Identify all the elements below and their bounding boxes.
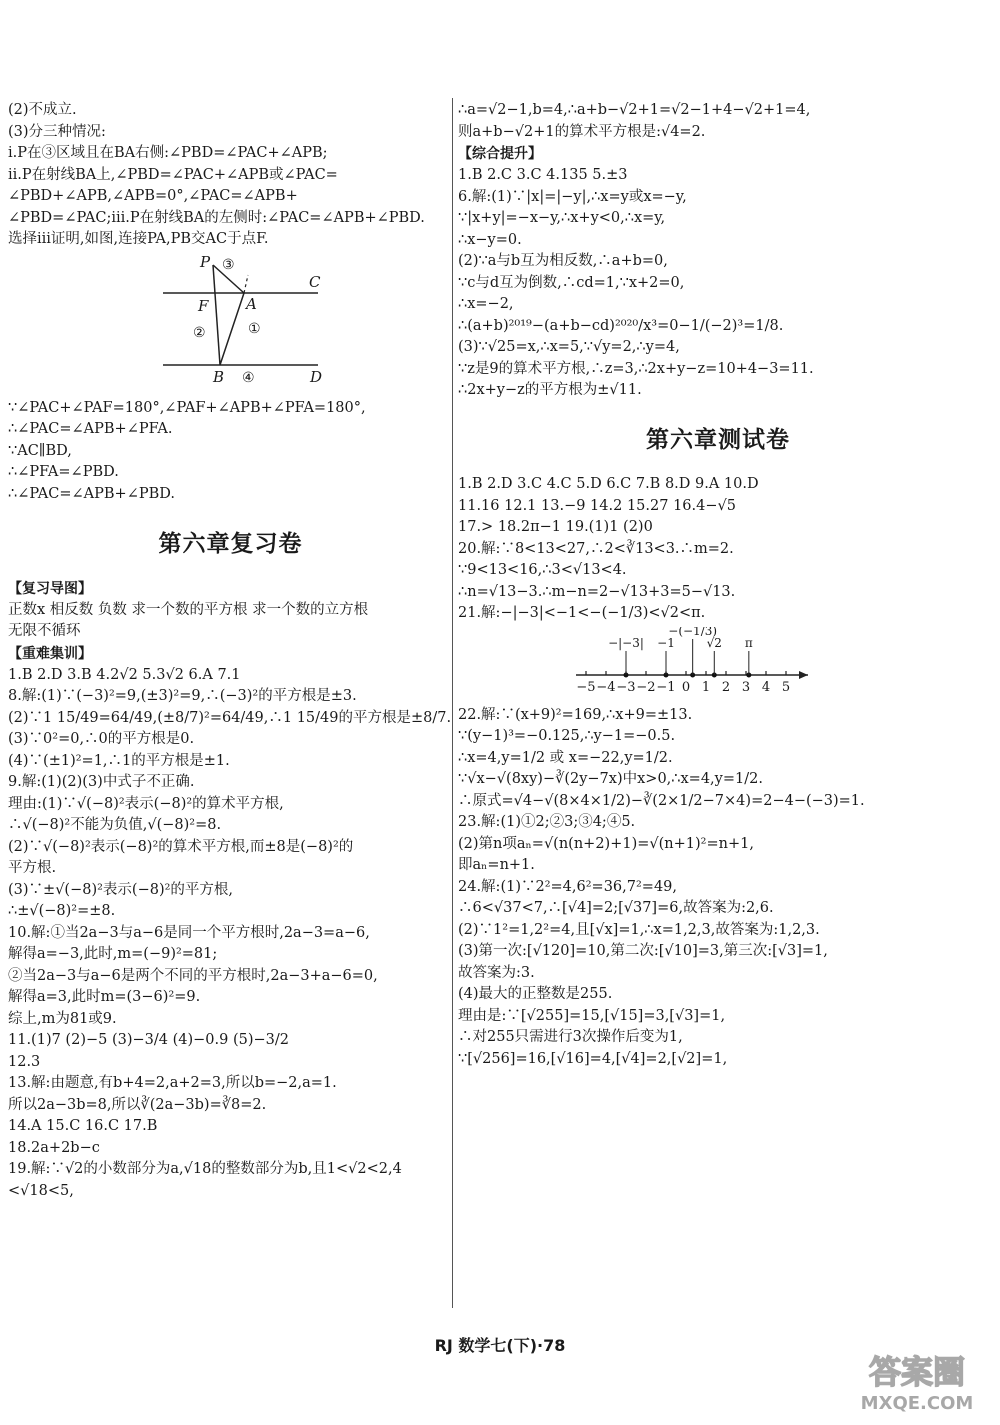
text-line: ∴x−y=0. <box>458 231 522 248</box>
right-lines-d <box>458 705 978 1070</box>
text-line: ∴∠PAC=∠APB+∠PFA. <box>8 421 173 437</box>
text-line: ∵AC∥BD, <box>8 442 72 459</box>
text-line: 正数x 相反数 负数 求一个数的平方根 求一个数的立方根 <box>8 601 369 618</box>
label-A: A <box>246 294 257 313</box>
numline-tick-label: 3 <box>741 679 751 695</box>
text-line: ∴x=4,y=1/2 或 x=−22,y=1/2. <box>458 749 673 766</box>
label-B: B <box>213 367 225 386</box>
text-line: 22.解:∵(x+9)²=169,∴x+9=±13. <box>458 706 693 723</box>
text-line: 17.> 18.2π−1 19.(1)1 (2)0 <box>458 519 653 535</box>
section-title-review: 第六章复习卷 <box>158 530 303 557</box>
text-line: 无限不循环 <box>8 623 81 639</box>
numline-tick-label: −4 <box>596 679 616 695</box>
text-line: 1.B 2.D 3.B 4.2√2 5.3√2 6.A 7.1 <box>8 666 241 683</box>
text-line: 则a+b−√2+1的算术平方根是:√4=2. <box>458 123 706 140</box>
text-line: 19.解:∵√2的小数部分为a,√18的整数部分为b,且1<√2<2,4 <box>8 1161 402 1177</box>
text-line: (3)∵0²=0,∴0的平方根是0. <box>8 731 195 747</box>
text-line: ∴±√(−8)²=±8. <box>8 903 116 919</box>
text-line: 10.解:①当2a−3与a−6是同一个平方根时,2a−3=a−6, <box>8 924 370 941</box>
text-line: ∴n=√13−3.∴m−n=2−√13+3=5−√13. <box>458 583 736 600</box>
numline-tick-label: −5 <box>576 679 596 695</box>
text-line: 23.解:(1)①2;②3;③4;④5. <box>458 814 636 830</box>
text-line: ∵√x−√(8xy)−∛(2y−7x)中x>0,∴x=4,y=1/2. <box>458 771 763 787</box>
text-line: ∵[√256]=16,[√16]=4,[√4]=2,[√2]=1, <box>458 1050 728 1067</box>
label-region3: ③ <box>222 256 235 273</box>
numline-tick-label: −3 <box>616 679 636 695</box>
text-line: (3)第一次:[√120]=10,第二次:[√10]=3,第三次:[√3]=1, <box>458 943 828 959</box>
label-C: C <box>309 272 321 291</box>
text-line: (2)∵√(−8)²表示(−8)²的算术平方根,而±8是(−8)²的 <box>8 838 354 855</box>
right-lines-a <box>458 100 978 143</box>
text-line: ∴2x+y−z的平方根为±√11. <box>458 382 642 398</box>
text-line: 即aₙ=n+1. <box>458 857 535 873</box>
text-line: (2)∵a与b互为相反数,∴a+b=0, <box>458 253 668 269</box>
number-line <box>458 627 978 697</box>
label-region2: ② <box>193 324 206 341</box>
text-line: (3)∵±√(−8)²表示(−8)²的平方根, <box>8 881 234 898</box>
text-line: 6.解:(1)∵|x|=|−y|,∴x=y或x=−y, <box>458 188 687 205</box>
text-line: 21.解:−|−3|<−1<−(−1/3)<√2<π. <box>458 605 706 621</box>
text-line: ∠PBD+∠APB,∠APB=0°,∠PAC=∠APB+ <box>8 188 298 204</box>
text-line: ②当2a−3与a−6是两个不同的平方根时,2a−3+a−6=0, <box>8 967 378 984</box>
left-column <box>8 100 453 1202</box>
text-line: 18.2a+2b−c <box>8 1139 100 1156</box>
text-line: 综上,m为81或9. <box>8 1010 117 1027</box>
text-line: 1.B 2.C 3.C 4.135 5.±3 <box>458 167 628 183</box>
text-line: (2)第n项aₙ=√(n(n+2)+1)=√(n+1)²=n+1, <box>458 835 754 852</box>
text-line: ∠PBD=∠PAC;ⅲ.P在射线BA的左侧时:∠PAC=∠APB+∠PBD. <box>8 209 425 226</box>
text-line: (4)最大的正整数是255. <box>458 986 613 1002</box>
label-region1: ① <box>248 320 261 337</box>
text-line: ∵c与d互为倒数,∴cd=1,∵x+2=0, <box>458 274 685 291</box>
text-line: (2)∵1²=1,2²=4,且[√x]=1,∴x=1,2,3,故答案为:1,2,3. <box>458 921 820 938</box>
right-lines-c <box>458 474 978 624</box>
text-line: ∵|x+y|=−x−y,∴x+y<0,∴x=y, <box>458 210 666 226</box>
numline-mark-label: π <box>744 635 753 650</box>
text-line: ∴√(−8)²不能为负值,√(−8)²=8. <box>8 817 222 833</box>
numline-tick-label: 1 <box>701 679 711 695</box>
watermark-logo <box>842 1343 992 1419</box>
text-line: 理由是:∵[√255]=15,[√15]=3,[√3]=1, <box>458 1007 726 1024</box>
text-line: ∵z是9的算术平方根,∴z=3,∴2x+y−z=10+4−3=11. <box>458 360 814 377</box>
label-P: P <box>200 252 211 271</box>
svg-text:答案圈: 答案圈 <box>868 1353 966 1391</box>
text-line: 理由:(1)∵√(−8)²表示(−8)²的算术平方根, <box>8 795 284 812</box>
text-line: 选择ⅲ证明,如图,连接PA,PB交AC于点F. <box>8 231 269 247</box>
text-line: (2)∵1 15/49=64/49,(±8/7)²=64/49,∴1 15/49的平方根是±8/7. <box>8 709 452 726</box>
text-line: ⅱ.P在射线BA上,∠PBD=∠PAC+∠APB或∠PAC= <box>8 166 338 183</box>
text-line: 8.解:(1)∵(−3)²=9,(±3)²=9,∴(−3)²的平方根是±3. <box>8 688 357 704</box>
text-line: 13.解:由题意,有b+4=2,a+2=3,所以b=−2,a=1. <box>8 1075 337 1091</box>
text-line: 1.B 2.D 3.C 4.C 5.D 6.C 7.B 8.D 9.A 10.D <box>458 476 759 492</box>
text-line: 解得a=3,此时m=(3−6)²=9. <box>8 989 201 1005</box>
text-line: 11.16 12.1 13.−9 14.2 15.27 16.4−√5 <box>458 497 736 514</box>
numline-mark-label: −1 <box>657 635 675 650</box>
geometry-figure <box>8 253 453 388</box>
text-line: 24.解:(1)∵2²=4,6²=36,7²=49, <box>458 878 678 895</box>
text-line: ∵∠PAC+∠PAF=180°,∠PAF+∠APB+∠PFA=180°, <box>8 399 366 416</box>
right-column <box>458 100 978 1070</box>
text-line: 故答案为:3. <box>458 964 535 981</box>
text-line: ∵(y−1)³=−0.125,∴y−1=−0.5. <box>458 728 676 744</box>
numline-tick-label: 2 <box>721 679 731 695</box>
section-heading-map: 【复习导图】 <box>8 580 92 597</box>
text-line: 14.A 15.C 16.C 17.B <box>8 1118 158 1134</box>
text-line: (2)不成立. <box>8 102 77 118</box>
label-D: D <box>310 367 323 386</box>
text-line: (3)∵√25=x,∴x=5,∵√y=2,∴y=4, <box>458 339 680 355</box>
text-line: 9.解:(1)(2)(3)中式子不正确. <box>8 774 195 790</box>
numline-tick-label: 5 <box>781 679 791 695</box>
section-heading-advanced: 【综合提升】 <box>458 146 542 162</box>
left-lines-d <box>8 665 453 1202</box>
label-F: F <box>198 296 209 315</box>
text-line: 所以2a−3b=8,所以∛(2a−3b)=∛8=2. <box>8 1096 267 1113</box>
section-title-test: 第六章测试卷 <box>646 427 790 453</box>
text-line: ∴原式=√4−√(8×4×1/2)−∛(2×1/2−7×4)=2−4−(−3)=1. <box>458 792 865 809</box>
text-line: (4)∵(±1)²=1,∴1的平方根是±1. <box>8 752 230 769</box>
text-line: ∴6<√37<7,∴[√4]=2;[√37]=6,故答案为:2,6. <box>458 900 774 916</box>
text-line: (3)分三种情况: <box>8 123 106 140</box>
text-line: 20.解:∵8<13<27,∴2<∛13<3.∴m=2. <box>458 540 734 557</box>
text-line: ∴x=−2, <box>458 296 514 312</box>
right-lines-b <box>458 165 978 401</box>
numline-mark-label: √2 <box>706 635 722 650</box>
text-line: 12.3 <box>8 1053 41 1070</box>
text-line: ∴(a+b)²⁰¹⁹−(a+b−cd)²⁰²⁰/x³=0−1/(−2)³=1/8. <box>458 317 784 334</box>
text-line: <√18<5, <box>8 1182 74 1199</box>
text-line: ∴a=√2−1,b=4,∴a+b−√2+1=√2−1+4−√2+1=4, <box>458 102 811 118</box>
text-line: ∴∠PFA=∠PBD. <box>8 464 119 480</box>
text-line: 解得a=−3,此时,m=(−9)²=81; <box>8 946 218 962</box>
label-region4: ④ <box>242 369 255 386</box>
text-line: ∴对255只需进行3次操作后变为1, <box>458 1029 683 1045</box>
text-line: ∴∠PAC=∠APB+∠PBD. <box>8 485 175 502</box>
text-line: ⅰ.P在③区域且在BA右侧:∠PBD=∠PAC+∠APB; <box>8 145 328 161</box>
numline-tick-label: 0 <box>681 679 691 695</box>
section-heading-practice: 【重难集训】 <box>8 645 92 662</box>
left-lines-b <box>8 398 453 505</box>
numline-tick-label: −2 <box>636 679 656 695</box>
text-line: 平方根. <box>8 860 57 876</box>
numline-tick-label: −1 <box>656 679 676 695</box>
text-line: ∵9<13<16,∴3<√13<4. <box>458 562 627 578</box>
svg-text:MXQE.COM: MXQE.COM <box>860 1393 974 1414</box>
numline-tick-label: 4 <box>761 679 771 695</box>
left-lines-a <box>8 100 453 250</box>
numline-mark-label: −(−1/3) <box>668 626 718 638</box>
text-line: 11.(1)7 (2)−5 (3)−3/4 (4)−0.9 (5)−3/2 <box>8 1032 289 1048</box>
numline-mark-label: −|−3| <box>608 635 644 650</box>
page-footer: RJ 数学七(下)·78 <box>434 1336 566 1355</box>
